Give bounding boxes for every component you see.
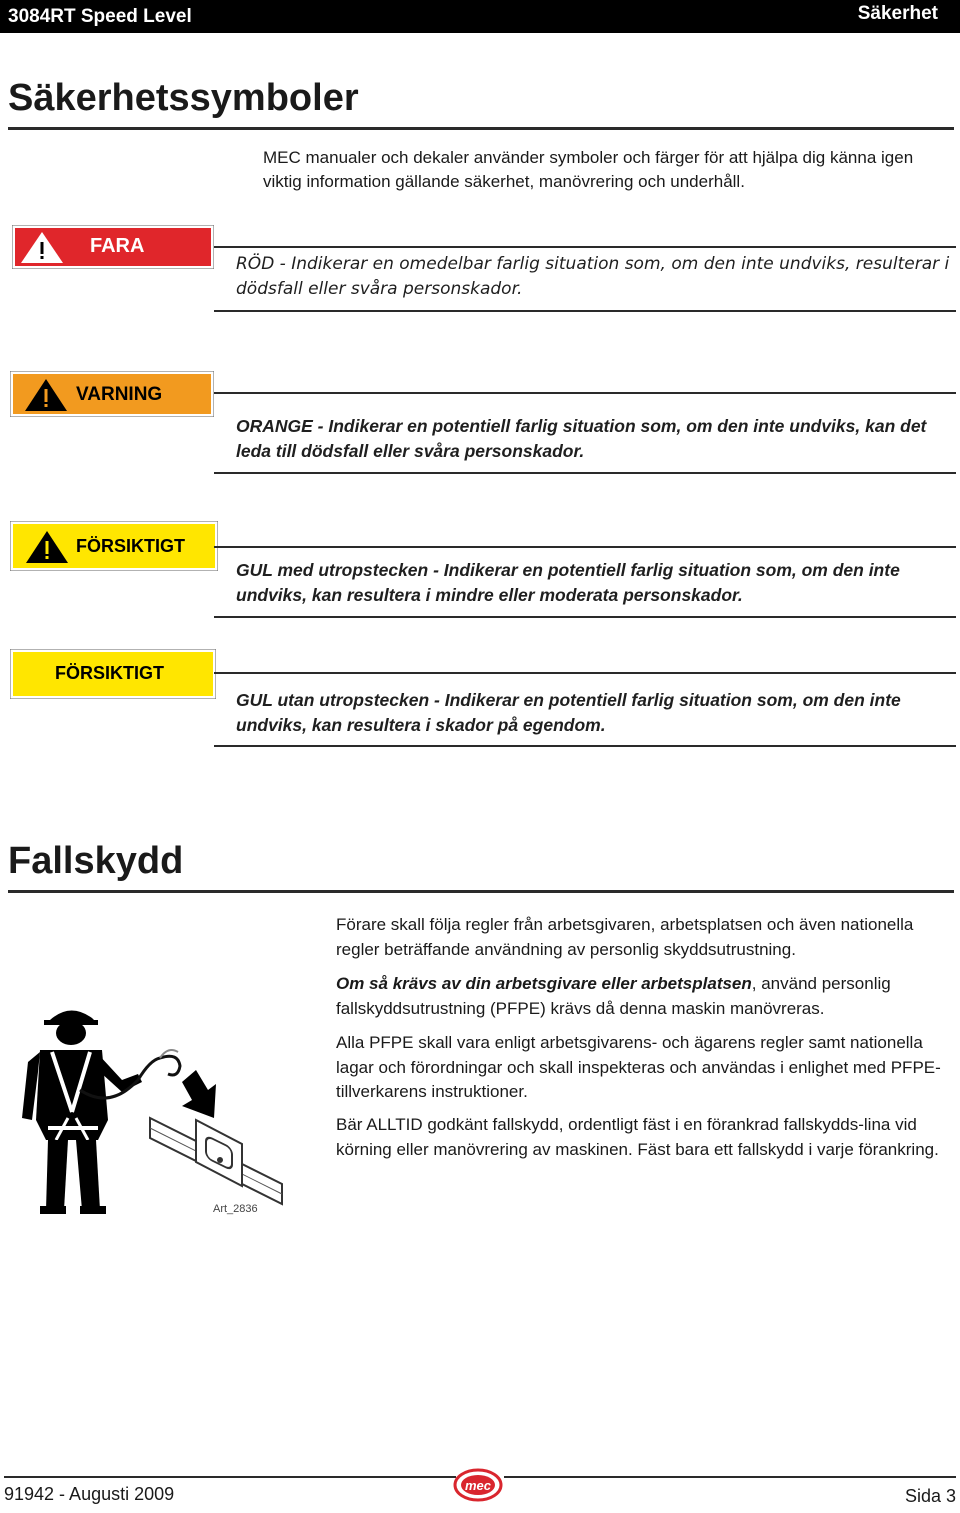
section-title: Säkerhet [857, 3, 938, 24]
notice-description: GUL utan utropstecken - Indikerar en potentiell farlig situation som, om den inte undviks, kan resultera i skador på egendom. [236, 690, 901, 735]
varning-description: ORANGE - Indikerar en potentiell farlig situation som, om den inte undviks, kan det leda till dödsfall eller svåra personskador. [236, 416, 927, 461]
notice-rule-top [214, 672, 956, 674]
forsiktigt-sign [10, 521, 218, 571]
varning-rule-top [214, 392, 956, 394]
footer-rule-left [4, 1476, 456, 1478]
fara-description: RÖD - Indikerar en omedelbar farlig situation som, om den inte undviks, resulterar i dödsfall eller svåra personskador. [236, 254, 950, 299]
fall-paragraph-4: Bär ALLTID godkänt fallskydd, ordentligt fäst i en förankrad fallskydds-lina vid körning eller manövrering av maskinen. Fäst bara ett fallskydd i varje förankring. [336, 1115, 939, 1159]
arrow-down-right-icon [182, 1070, 216, 1118]
mec-logo-text: mec [464, 1478, 492, 1493]
fara-label: FARA [90, 235, 145, 257]
forsiktigt-rule-bottom [214, 616, 956, 618]
forsiktigt-notice-label: FÖRSIKTIGT [55, 663, 164, 683]
fall-protection-heading: Fallskydd [8, 840, 184, 882]
fall-harness-illustration [10, 1000, 290, 1218]
fall-heading-rule [8, 890, 954, 893]
fall-paragraph-3: Alla PFPE skall vara enligt arbetsgivarens- och ägarens regler samt nationella lagar och förordningar och skall inspekteras och användas i enlighet med PFPE-tillverkarens instruktioner. [336, 1033, 941, 1101]
footer-rule-right [504, 1476, 956, 1478]
fara-rule-bottom [214, 310, 956, 312]
fara-sign [12, 225, 214, 269]
page-number: Sida 3 [904, 1486, 956, 1506]
varning-sign [10, 371, 214, 417]
forsiktigt-label: FÖRSIKTIGT [76, 536, 185, 556]
mec-logo [453, 1468, 503, 1507]
heading-rule [8, 127, 954, 130]
forsiktigt-description: GUL med utropstecken - Indikerar en potentiell farlig situation som, om den inte undviks, kan resultera i mindre eller moderata personskador. [236, 560, 900, 605]
document-title: 3084RT Speed Level [8, 6, 192, 27]
forsiktigt-notice-sign [10, 649, 216, 699]
notice-rule-bottom [214, 745, 956, 747]
document-number-date: 91942 - Augusti 2009 [4, 1484, 175, 1504]
art-number-label: Art_2836 [213, 1203, 258, 1215]
safety-intro-text: MEC manualer och dekaler använder symboler och färger för att hjälpa dig känna igen viktig information gällande säkerhet, manövrering och underhåll. [263, 148, 914, 191]
fall-paragraph-2 [336, 972, 956, 1021]
varning-label: VARNING [76, 384, 163, 405]
forsiktigt-rule-top [214, 546, 956, 548]
header-bar [0, 0, 960, 33]
fara-rule-top [214, 246, 956, 248]
fall-paragraph-2-emphasis: Om så krävs av din arbetsgivare eller arbetsplatsen [336, 974, 752, 993]
varning-rule-bottom [214, 472, 956, 474]
safety-symbols-heading: Säkerhetssymboler [8, 77, 359, 119]
fall-paragraph-1: Förare skall följa regler från arbetsgivaren, arbetsplatsen och även nationella regler beträffande användning av personlig skyddsutrustning. [336, 915, 914, 959]
fall-paragraph-2-rest: , använd personlig fallskyddsutrustning (PFPE) krävs då denna maskin manövreras. [336, 974, 891, 1018]
